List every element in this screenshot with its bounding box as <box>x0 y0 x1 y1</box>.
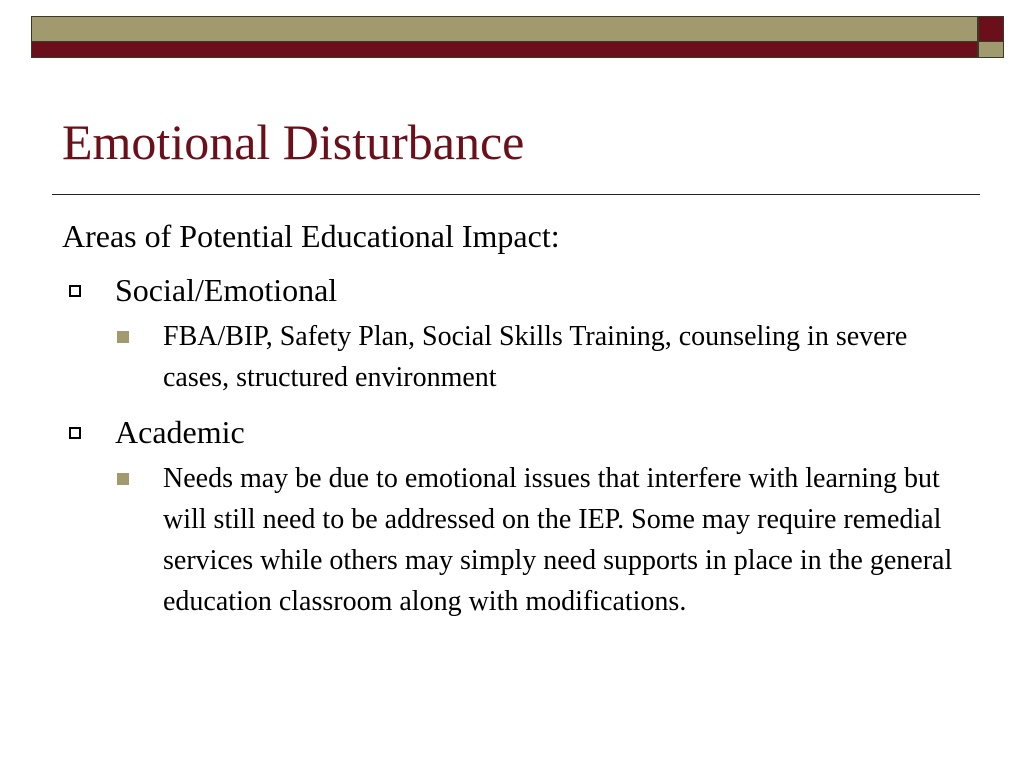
section-heading <box>62 410 962 454</box>
intro-text: Areas of Potential Educational Impact: <box>62 218 560 254</box>
filled-square-icon <box>117 331 129 343</box>
sub-bullet-item <box>62 458 963 622</box>
sub-bullet-item <box>62 316 963 398</box>
slide-title: Emotional Disturbance <box>62 114 525 170</box>
hollow-square-icon <box>69 285 81 297</box>
header-banner <box>31 16 978 58</box>
banner-maroon-band <box>32 42 977 57</box>
slide-body <box>62 214 962 634</box>
sub-bullet-text: FBA/BIP, Safety Plan, Social Skills Training, counseling in severe cases, structured environment <box>163 321 908 393</box>
filled-square-icon <box>117 473 129 485</box>
title-divider <box>52 194 980 195</box>
sub-bullet-text: Needs may be due to emotional issues that interfere with learning but will still need to be addressed on the IEP. Some may require remedial services while others may simply need supports in place in the general education classroom along with modifications. <box>163 463 953 617</box>
section-heading-label: Social/Emotional <box>115 272 338 308</box>
section-academic <box>62 410 962 622</box>
banner-olive-band <box>32 17 977 42</box>
section-heading <box>62 268 962 312</box>
hollow-square-icon <box>69 427 81 439</box>
section-heading-label: Academic <box>115 414 245 450</box>
section-social-emotional <box>62 268 962 398</box>
banner-corner-olive-square <box>978 41 1004 58</box>
banner-corner-maroon-square <box>978 16 1004 42</box>
